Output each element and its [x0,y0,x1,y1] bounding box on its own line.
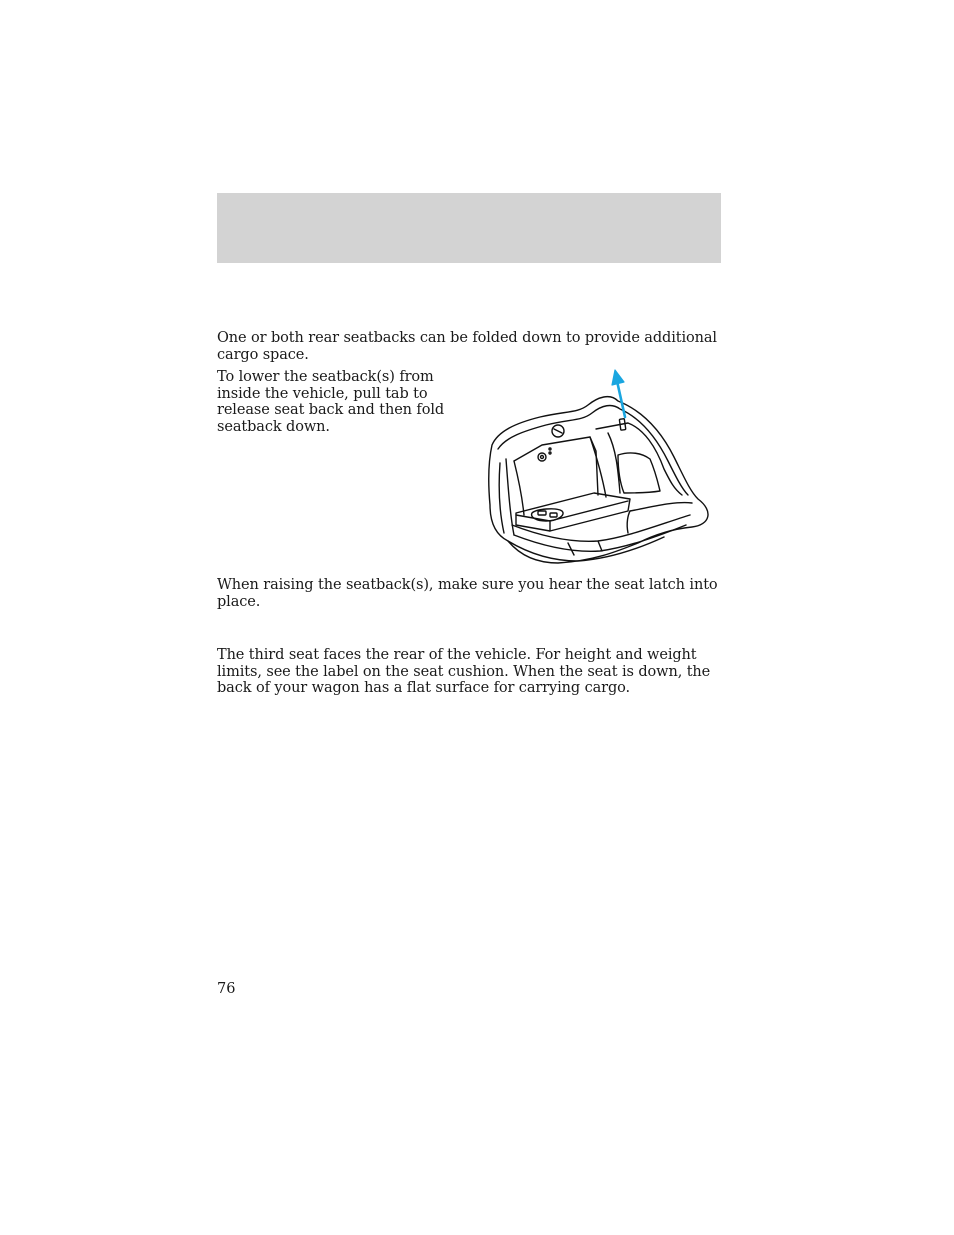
intro-paragraph: One or both rear seatbacks can be folded down to provide additional cargo space. [217,330,717,363]
third-seat-paragraph: The third seat faces the rear of the vehicle. For height and weight limits, see the label on the seat cushion. When the seat is down, the back of your wagon has a flat surface for carrying cargo. [217,647,711,696]
rear-seat-fold-down-illustration [478,365,723,570]
page-number: 76 [217,981,236,997]
lower-seatback-paragraph: To lower the seatback(s) from inside the vehicle, pull tab to release seat back and then fold seatback down. [217,369,445,435]
section-header-band [217,193,721,263]
raise-seatback-paragraph: When raising the seatback(s), make sure you hear the seat latch into place. [217,577,718,610]
